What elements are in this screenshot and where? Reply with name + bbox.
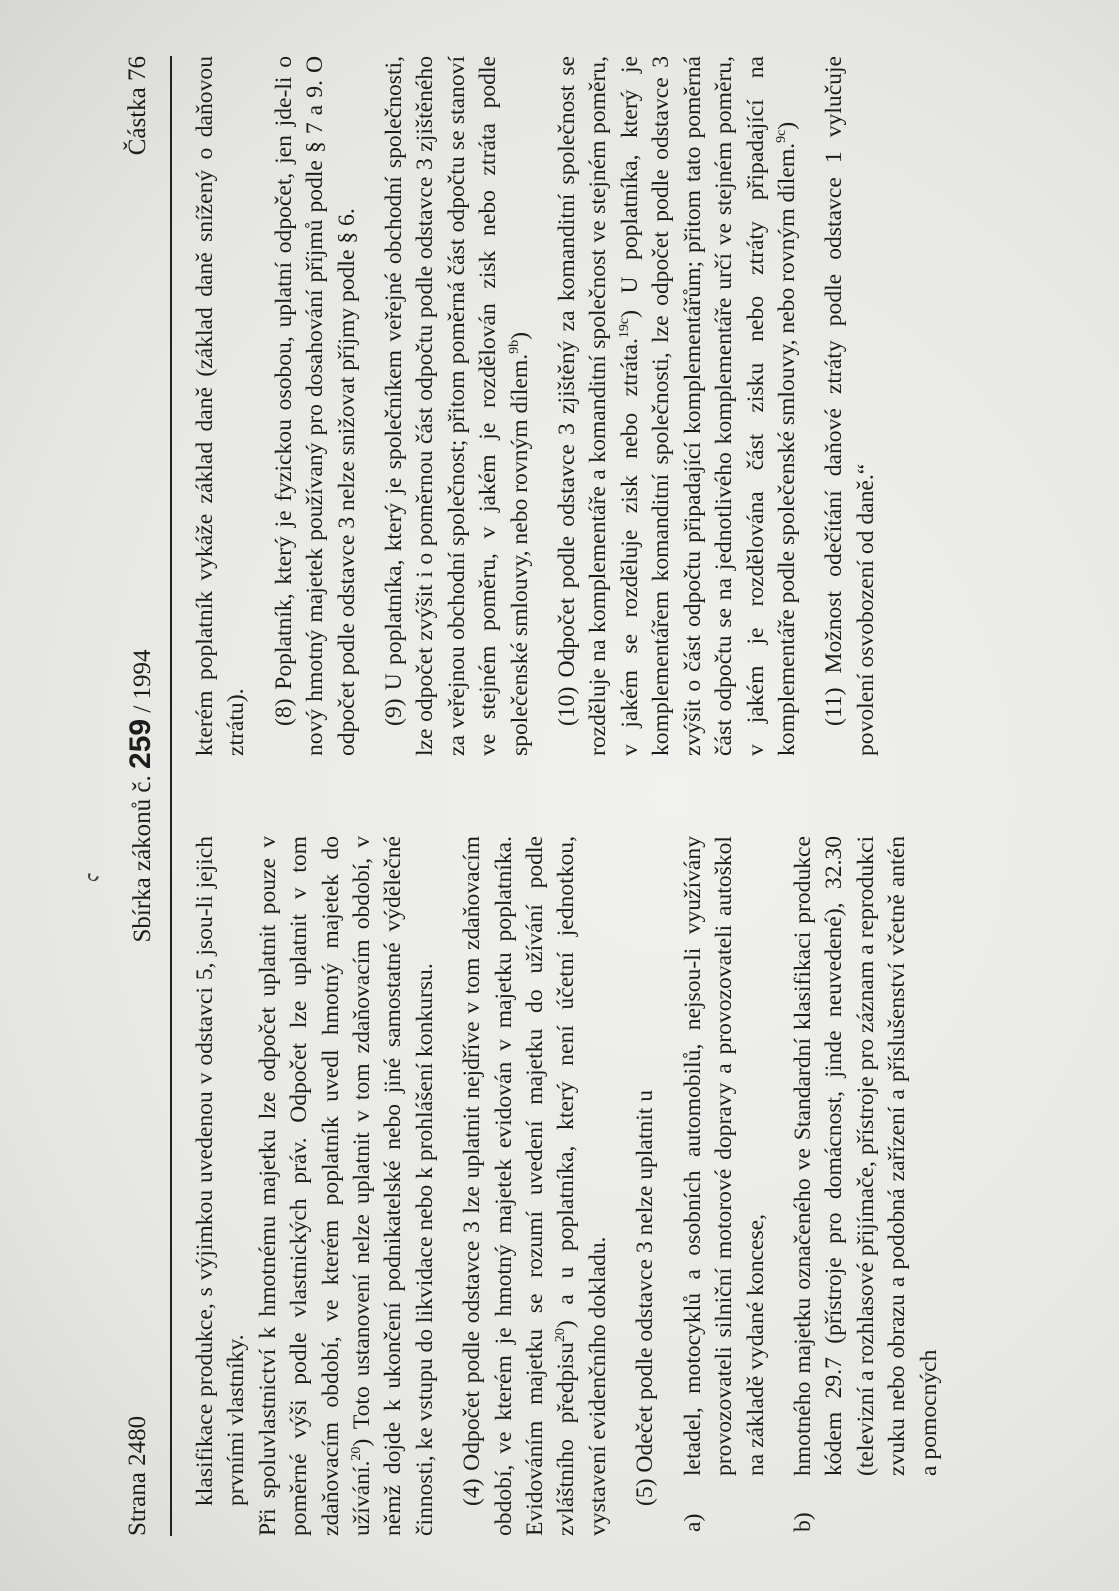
law-number: 259 <box>123 718 157 769</box>
collection-prefix: Sbírka zákonů č. <box>128 774 156 943</box>
footnote-ref: 20 <box>553 1327 569 1342</box>
paragraph-4: (4) Odpočet podle odstavce 3 lze uplatnit nejdříve v tom zdaňovacím období, ve kterém je hmotný majetek evidován v majetku poplatníka. Evidováním majetku se rozumí uvedení majetku do užívání podle zvláštního předpisu$^{20}$) a u poplatníka, který není účetní jednotkou, vystavení evidenčního dokladu. <box>458 835 611 1536</box>
ink-mark: ᴗ <box>83 856 106 889</box>
footnote-ref: 19c <box>616 317 632 338</box>
paragraph-8: (8) Poplatník, který je fyzickou osobou, uplatní odpočet, jen jde-li o nový hmotný majetek používaný pro dosahování příjmů podle § 7 a 9. O odpočet podle odstavce 3 nelze snižovat příjmy podle § 6. <box>270 55 360 756</box>
paragraph-continuation: klasifikace produkce, s výjimkou uvedenou v odstavci 5, jsou-li jejich prvními vlastníky. <box>191 835 249 1506</box>
document-body <box>190 56 990 1536</box>
list-item-a: a) letadel, motocyklů a osobních automobilů, nejsou-li využívány provozovateli silniční motorové dopravy a provozovateli autoškol na základě vydané koncese, <box>679 835 768 1532</box>
footnote-ref: 9b <box>506 339 522 354</box>
page-header <box>120 56 164 1536</box>
paragraph-11: (11) Možnost odečítání daňové ztráty podle odstavce 1 vylučuje povolení osvobození od daně.“ <box>820 55 879 756</box>
paragraph-coownership: Při spoluvlastnictví k hmotnému majetku lze odpočet uplatnit pouze v poměrné výši podle vlastnických práv. Odpočet lze uplatnit v tom zdaňovacím období, ve kterém poplatník uvedl hmotný majetek do užívání.$^{20}$) Toto ustanovení nelze uplatnit v tom zdaňovacím období, v němž dojde k ukončení podnikatelské nebo jiné samostatné výdělečné činnosti, ke vstupu do likvidace nebo k prohlášení konkursu. <box>254 835 438 1536</box>
list-item-b: b) hmotného majetku označeného ve Standardní klasifikaci produkce kódem 29.7 (přístroje pro domácnost, jinde neuvedené), 32.30 (televizní a rozhlasové přijímače, přístroje pro záznam a reprodukci zvuku nebo obrazu a podobná zařízení a příslušenství včetně antén a pomocných <box>789 835 942 1532</box>
paragraph-9: (9) U poplatníka, který je společníkem veřejné obchodní společnosti, lze odpočet zvýšit i o poměrnou část odpočtu podle odstavce 3 zjištěného za veřejnou obchodní společnost; přitom poměrná část odpočtu se stanoví ve stejném poměru, v jakém je rozdělován zisk nebo ztráta podle společenské smlouvy, nebo rovným dílem.$^{9b}$) <box>380 55 533 756</box>
right-column <box>190 56 882 756</box>
collection-title <box>124 56 158 1536</box>
list-item-label: a) <box>679 1513 706 1532</box>
footnote-ref: 20 <box>348 1446 364 1461</box>
paragraph-10: (10) Odpočet podle odstavce 3 zjištěný za komanditní společnost se rozděluje na komplementáře a komanditní společnost ve stejném poměru, v jakém se rozděluje zisk nebo ztráta.$^{19c}$) U poplatníka, který je komplementářem komanditní společnosti, lze odpočet podle odstavce 3 zvýšit o část odpočtu připadající komplementářům; přitom tato poměrná část odpočtu se na jednotlivého komplementáře určí ve stejném poměru, v jakém je rozdělována část zisku nebo ztráty připadající na komplementáře podle společenské smlouvy, nebo rovným dílem.$^{9c}$) <box>553 55 800 756</box>
list-item-label: b) <box>789 1511 816 1532</box>
part-number: Částka 76 <box>123 55 151 155</box>
paragraph-5: (5) Odečet podle odstavce 3 nelze uplatnit u <box>631 1089 658 1506</box>
rotated-document-page <box>120 56 1000 1536</box>
law-year: / 1994 <box>128 648 156 719</box>
left-column <box>190 836 945 1536</box>
paragraph-continuation: kterém poplatník vykáže základ daně (základ daně snížený o daňovou ztrátu). <box>191 55 249 756</box>
page-number: Strana 2480 <box>123 1415 151 1536</box>
footnote-ref: 9c <box>773 129 789 143</box>
header-rule <box>170 56 172 1536</box>
